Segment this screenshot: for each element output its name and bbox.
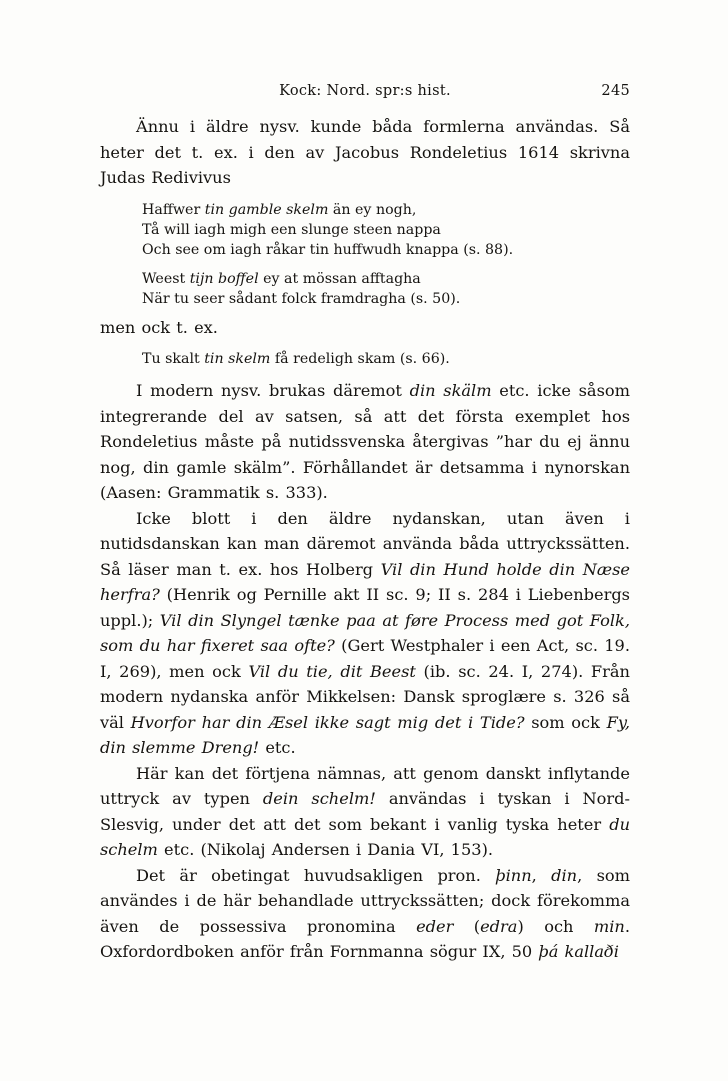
text-run: tijn boffel	[189, 270, 259, 287]
text-run: (Gert Westphaler i een Act, sc. 19. I, 269), men ock	[100, 636, 631, 681]
text-run: än ey nogh,	[328, 201, 417, 218]
text-run: þinn	[495, 865, 532, 885]
text-run: tin skelm	[204, 351, 271, 367]
text-run: (	[453, 916, 481, 936]
text-run: dein schelm!	[262, 789, 376, 808]
text-run: din	[551, 865, 578, 885]
text-run: ) och	[517, 916, 594, 936]
text-run: Haffwer	[142, 201, 205, 218]
paragraph-modern-swedish	[100, 378, 630, 506]
verse-line	[142, 289, 630, 309]
verse-quote-3	[142, 349, 630, 369]
page-header	[100, 82, 630, 100]
text-run: Ännu i äldre nysv. kunde båda formlerna användas. Så heter det t. ex. i den av Jacobus Rondeletius 1614 skrivna Judas Redivivus	[100, 117, 630, 187]
text-run: Tu skalt	[142, 351, 205, 367]
paragraph-pronouns	[100, 863, 630, 965]
text-run: ,	[531, 865, 552, 885]
page-number: 245	[601, 83, 630, 99]
verse-line	[142, 200, 630, 220]
text-run: I modern nysv. brukas däremot	[136, 381, 410, 400]
text-run: Icke blott i den äldre nydanskan, utan även i nutidsdanskan kan man däremot använda båda uttryckssätten. Så läser man t. ex. hos Holberg	[100, 508, 630, 579]
text-run: min	[593, 916, 625, 936]
text-run: Vil du tie, dit Beest	[248, 661, 416, 681]
text-run: men ock t. ex.	[100, 317, 218, 337]
text-run: . Oxfordordboken anför från Fornmanna sögur IX, 50	[100, 916, 630, 961]
text-run: som ock	[524, 712, 607, 732]
text-run: ey at mössan afftagha	[258, 270, 421, 287]
text-run: þá kallaði	[538, 942, 619, 961]
verse-line	[142, 220, 630, 240]
paragraph-german-influence	[100, 761, 630, 863]
text-run: (ib. sc. 24. I, 274). Från modern nydanska anför Mikkelsen: Dansk sproglære s. 326 så väl	[100, 661, 630, 732]
verse-quote-1	[142, 200, 630, 260]
text-run: din skälm	[409, 381, 492, 400]
text-run: etc. icke såsom integrerande del av satsen, så att det första exemplet hos Rondeletius måste på nutidssvenska återgivas ”har du ej ännu nog, din gamle skälm”. Förhållandet är detsamma i nynorskan (Aasen: Grammatik s. 333).	[100, 381, 630, 502]
page-body	[100, 114, 630, 965]
text-run: användas i tyskan i Nord-Slesvig, under det att det som bekant i vanlig tyska heter	[100, 789, 630, 834]
paragraph-danish-usage	[100, 506, 630, 761]
text-run: etc.	[259, 738, 296, 757]
text-run: När tu seer sådant folck framdragha (s. 50).	[142, 290, 461, 307]
paragraph-connector	[100, 315, 630, 341]
text-run: Här kan det förtjena nämnas, att genom danskt inflytande uttryck av typen	[100, 763, 630, 808]
verse-quote-2	[142, 269, 630, 309]
text-run: du schelm	[100, 814, 630, 859]
text-run: få redeligh skam (s. 66).	[270, 351, 450, 367]
text-run: Vil din Hund holde din Næse herfra?	[100, 559, 631, 604]
text-run: tin gamble skelm	[204, 201, 329, 218]
text-run: etc. (Nikolaj Andersen i Dania VI, 153).	[157, 840, 494, 859]
text-run: (Henrik og Pernille akt II sc. 9; II s. 284 i Liebenbergs uppl.);	[100, 585, 630, 630]
verse-line	[142, 240, 630, 260]
text-run: , som användes i de här behandlade uttryckssätten; dock förekomma även de possessiva pronomina	[100, 865, 630, 936]
text-run: Tå will iagh migh een slunge steen nappa	[142, 221, 441, 238]
text-run: eder	[416, 916, 454, 936]
text-run: edra	[480, 916, 518, 936]
text-run: Weest	[142, 270, 190, 287]
text-run: Det är obetingat huvudsakligen pron.	[136, 865, 496, 885]
paragraph-intro	[100, 114, 630, 191]
text-run: Och see om iagh råkar tin huffwudh knappa (s. 88).	[142, 241, 514, 258]
text-run: Vil din Slyngel tænke paa at føre Process med got Folk, som du har fixeret saa ofte?	[100, 610, 630, 655]
text-run: Hvorfor har din Æsel ikke sagt mig det i Tide?	[130, 712, 525, 732]
verse-line	[142, 349, 630, 369]
running-title: Kock: Nord. spr:s hist.	[279, 83, 451, 99]
text-run: Fy, din slemme Dreng!	[100, 712, 630, 757]
verse-line	[142, 269, 630, 289]
